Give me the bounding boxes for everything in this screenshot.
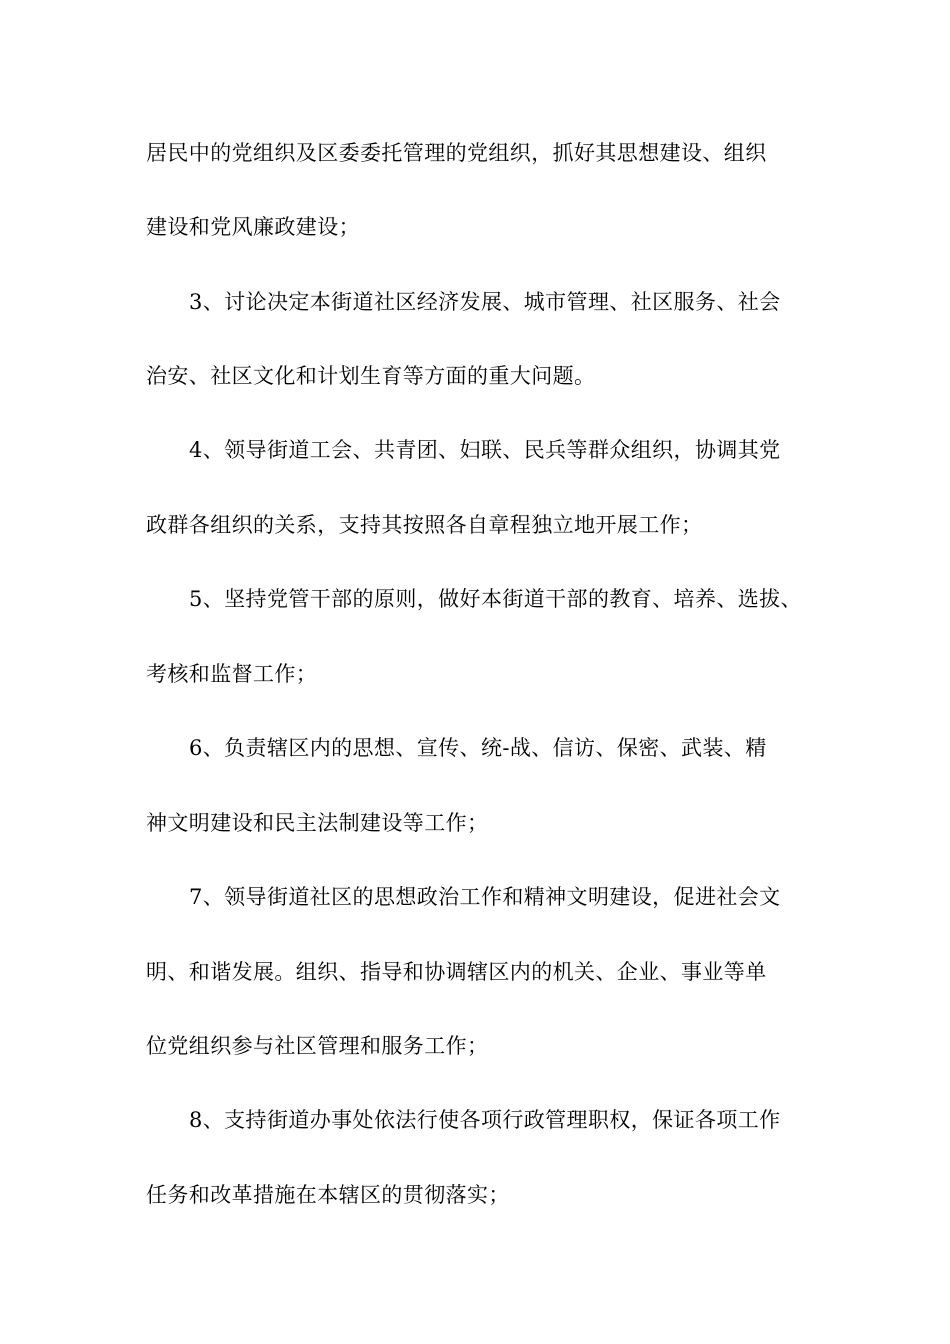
text-line: 3、讨论决定本街道社区经济发展、城市管理、社区服务、社会 (189, 290, 781, 314)
text-line: 4、领导街道工会、共青团、妇联、民兵等群众组织，协调其党 (189, 438, 781, 462)
text-line: 5、坚持党管干部的原则，做好本街道干部的教育、培养、选拔、 (189, 587, 802, 611)
text-line: 考核和监督工作； (146, 662, 318, 686)
text-line: 7、领导街道社区的思想政治工作和精神文明建设，促进社会文 (189, 885, 781, 909)
text-line: 建设和党风廉政建设； (146, 215, 360, 239)
text-line: 位党组织参与社区管理和服务工作； (146, 1034, 489, 1058)
text-line: 任务和改革措施在本辖区的贯彻落实； (146, 1183, 510, 1207)
text-line: 治安、社区文化和计划生育等方面的重大问题。 (146, 364, 596, 388)
text-line: 神文明建设和民主法制建设等工作； (146, 811, 489, 835)
text-line: 8、支持街道办事处依法行使各项行政管理职权，保证各项工作 (189, 1108, 781, 1132)
text-line: 6、负责辖区内的思想、宣传、统-战、信访、保密、武装、精 (189, 736, 767, 760)
text-line: 居民中的党组织及区委委托管理的党组织，抓好其思想建设、组织 (146, 141, 767, 165)
text-line: 明、和谐发展。组织、指导和协调辖区内的机关、企业、事业等单 (146, 960, 767, 984)
text-line: 政群各组织的关系，支持其按照各自章程独立地开展工作； (146, 513, 703, 537)
